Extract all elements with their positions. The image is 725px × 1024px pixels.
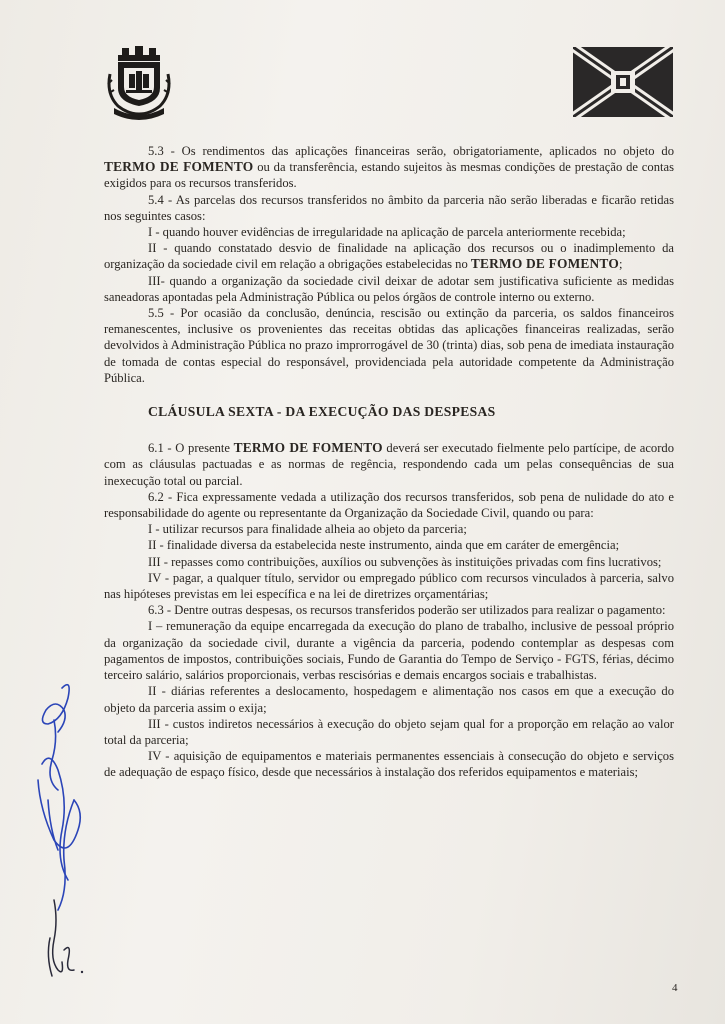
term-name: TERMO DE FOMENTO bbox=[104, 159, 254, 175]
document-body bbox=[104, 143, 674, 781]
list-item: I - utilizar recursos para finalidade alheia ao objeto da parceria; bbox=[148, 522, 467, 537]
list-item: III- quando a organização da sociedade civil deixar de adotar sem justificativa suficiente as medidas saneadoras apontadas pela Administração Pública ou pelos órgãos de controle interno ou externo. bbox=[104, 273, 674, 304]
list-item: IV - pagar, a qualquer título, servidor ou empregado público com recursos vinculados à parceria, salvo nas hipóteses previstas em lei específica e na lei de diretrizes orçamentárias; bbox=[104, 570, 674, 602]
list-item: III - repasses como contribuições, auxílios ou subvenções às instituições privadas com fins lucrativos; bbox=[148, 554, 662, 569]
paragraph-6-3: 6.3 - Dentre outras despesas, os recursos transferidos poderão ser utilizados para realizar o pagamento: bbox=[148, 603, 666, 618]
paragraph-5-5: 5.5 - Por ocasião da conclusão, denúncia, rescisão ou extinção da parceria, os saldos financeiros remanescentes, inclusive os provenientes das receitas obtidas das aplicações financeiras realizadas, serão devolvidos à Administração Pública no prazo improrrogável de 30 (trinta) dias, sob pena de imediata instauração de tomada de contas especial do responsável, providenciada pela autoridade competente da Administração Pública. bbox=[104, 306, 674, 385]
list-item: IV - aquisição de equipamentos e materiais permanentes essenciais à consecução do objeto e serviços de adequação de espaço físico, desde que necessários à instalação dos referidos equipamentos e materiais; bbox=[104, 749, 674, 780]
paragraph-5-3: 5.3 - Os rendimentos das aplicações financeiras serão, obrigatoriamente, aplicados no objeto do TERMO DE FOMENTO ou da transferência, estando sujeitos às mesmas condições de prestação de contas exigidos para os recursos transferidos. bbox=[104, 144, 674, 191]
list-item: III - custos indiretos necessários à execução do objeto sejam qual for a proporção em relação ao valor total da parceria; bbox=[104, 716, 674, 747]
list-item: II - finalidade diversa da estabelecida neste instrumento, ainda que em caráter de emergência; bbox=[148, 538, 620, 553]
term-name: TERMO DE FOMENTO bbox=[233, 440, 383, 456]
list-item: II - diárias referentes a deslocamento, hospedagem e alimentação nos casos em que a execução do objeto da parceria assim o exija; bbox=[104, 684, 674, 715]
paragraph-6-1: 6.1 - O presente TERMO DE FOMENTO deverá ser executado fielmente pelo partícipe, de acordo com as cláusulas pactuadas e as normas de regência, respondendo cada um pelas consequências de sua inexecução total ou parcial. bbox=[104, 440, 674, 488]
municipal-flag-icon bbox=[573, 47, 673, 117]
municipal-coat-of-arms-icon bbox=[104, 44, 174, 120]
term-name: TERMO DE FOMENTO bbox=[470, 256, 619, 272]
paragraph-6-2: 6.2 - Fica expressamente vedada a utilização dos recursos transferidos, sob pena de nulidade do ato e responsabilidade do agente ou representante da Organização da Sociedade Civil, quando ou para: bbox=[104, 489, 674, 521]
handwritten-signature bbox=[28, 680, 98, 990]
list-item: I - quando houver evidências de irregularidade na aplicação de parcela anteriormente recebida; bbox=[148, 225, 626, 240]
list-item: I – remuneração da equipe encarregada da execução do plano de trabalho, inclusive de pessoal próprio da organização da sociedade civil, durante a vigência da parceria, podendo contemplar as despesas com pagamentos de impostos, contribuições sociais, Fundo de Garantia do Tempo de Serviço - FGTS, férias, décimo terceiro salário, salários proporcionais, verbas rescisórias e demais encargos sociais e trabalhistas. bbox=[104, 619, 674, 683]
paragraph-5-4: 5.4 - As parcelas dos recursos transferidos no âmbito da parceria não serão liberadas e ficarão retidas nos seguintes casos: bbox=[104, 192, 674, 223]
section-heading: CLÁUSULA SEXTA - DA EXECUÇÃO DAS DESPESAS bbox=[148, 404, 496, 420]
list-item: II - quando constatado desvio de finalidade na aplicação dos recursos ou o inadimplemento da organização da sociedade civil em relação a obrigações estabelecidas no TERMO DE FOMENTO; bbox=[104, 241, 674, 272]
page-number: 4 bbox=[672, 982, 678, 994]
